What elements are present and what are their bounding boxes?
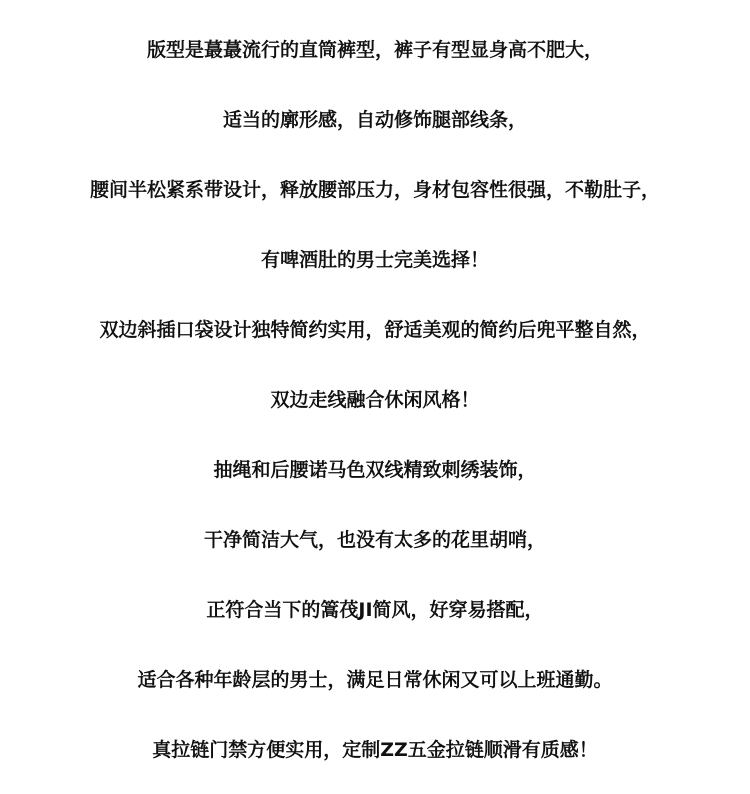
description-line-6: 双边走线融合休闲风格！: [270, 389, 480, 411]
description-line-9: 正符合当下的篙茷JI简风，好穿易搭配，: [206, 599, 544, 621]
description-line-11: 真拉链门禁方便实用，定制ZZ五金拉链顺滑有质感！: [152, 739, 598, 761]
description-line-7: 抽绳和后腰诺马色双线精致刺绣装饰，: [213, 459, 537, 481]
description-line-3: 腰间半松紧系带设计，释放腰部压力，身材包容性很强，不勒肚子，: [89, 179, 660, 201]
description-line-8: 干净简洁大气，也没有太多的花里胡哨，: [203, 529, 546, 551]
description-line-4: 有啤酒肚的男士完美选择！: [260, 249, 489, 271]
description-line-10: 适合各种年龄层的男士，满足日常休闲又可以上班通勤。: [137, 669, 613, 691]
description-line-1: 版型是蕞蕞流行的直筒裤型，裤子有型显身高不肥大，: [146, 39, 603, 61]
description-line-5: 双边斜插口袋设计独特简约实用，舒适美观的简约后兜平整自然，: [99, 319, 651, 341]
description-line-2: 适当的廓形感，自动修饰腿部线条，: [222, 109, 527, 131]
